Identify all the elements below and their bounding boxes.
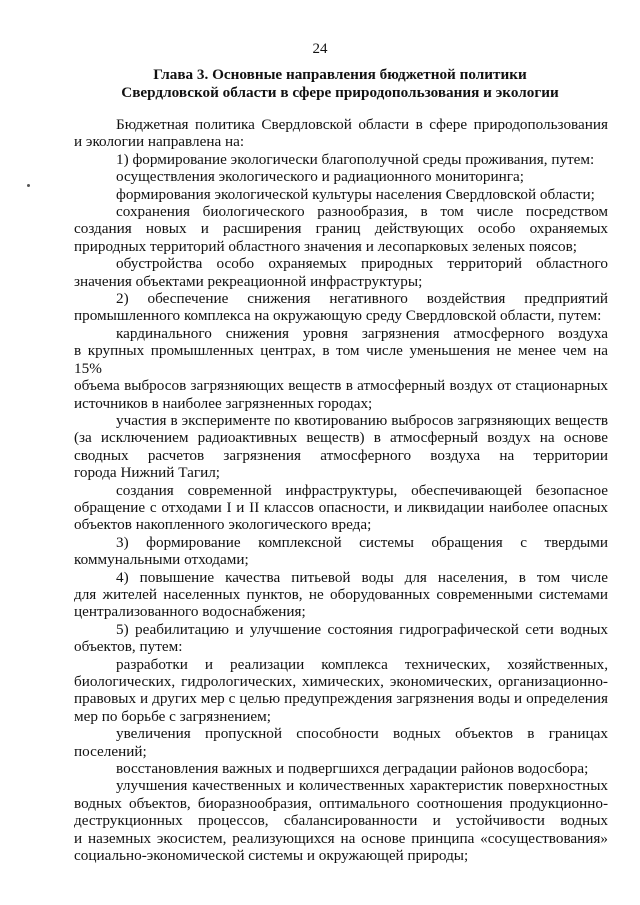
text-line: разработки и реализации комплекса технических, хозяйственных, bbox=[116, 655, 608, 673]
chapter-heading-line-2: Свердловской области в сфере природопользования и экологии bbox=[121, 84, 559, 101]
text-line: города Нижний Тагил; bbox=[74, 464, 221, 482]
text-line: увеличения пропускной способности водных объектов в границах bbox=[116, 725, 608, 743]
text-line: объектов накопленного экологического вреда; bbox=[74, 516, 372, 534]
text-line: улучшения качественных и количественных характеристик поверхностных bbox=[116, 777, 608, 795]
text-line: централизованного водоснабжения; bbox=[74, 603, 306, 621]
text-line: формирования экологической культуры населения Свердловской области; bbox=[116, 185, 595, 203]
scan-speck bbox=[27, 184, 30, 187]
text-line: и экологии направлена на: bbox=[74, 133, 245, 151]
text-line: создания современной инфраструктуры, обеспечивающей безопасное bbox=[116, 481, 608, 499]
text-line: деструкционных процессов, сбалансированности и устойчивости водных bbox=[74, 812, 608, 830]
text-line: природных территорий областного значения и лесопарковых зеленых поясов; bbox=[74, 237, 578, 255]
text-line: участия в эксперименте по квотированию выбросов загрязняющих веществ bbox=[116, 411, 608, 429]
text-line: Бюджетная политика Свердловской области в сфере природопользования bbox=[116, 116, 608, 133]
text-line: социально-экономической системы и окружающей природы; bbox=[74, 847, 469, 865]
text-line: 5) реабилитацию и улучшение состояния гидрографической сети водных bbox=[116, 620, 608, 638]
text-line: значения объектами рекреационной инфраструктуры; bbox=[74, 272, 423, 290]
chapter-heading-line-1: Глава 3. Основные направления бюджетной политики bbox=[153, 66, 527, 83]
text-line: биологических, гидрологических, химических, экономических, организационно- bbox=[74, 673, 608, 690]
text-line: промышленного комплекса на окружающую среду Свердловской области, путем: bbox=[74, 307, 602, 325]
text-line: осуществления экологического и радиационного мониторинга; bbox=[116, 168, 524, 186]
text-line: коммунальными отходами; bbox=[74, 551, 249, 569]
text-line: кардинального снижения уровня загрязнения атмосферного воздуха bbox=[116, 324, 608, 342]
text-line: источников в наиболее загрязненных городах; bbox=[74, 394, 373, 412]
text-line: создания новых и расширения границ действующих особо охраняемых bbox=[74, 220, 608, 238]
text-line: в крупных промышленных центрах, в том числе уменьшения не менее чем на 15% bbox=[74, 342, 608, 377]
body-text bbox=[74, 116, 608, 864]
text-line: 2) обеспечение снижения негативного воздействия предприятий bbox=[116, 290, 608, 308]
text-line: 1) формирование экологически благополучной среды проживания, путем: bbox=[116, 150, 595, 168]
text-line: восстановления важных и подвергшихся деградации районов водосбора; bbox=[116, 760, 589, 778]
text-line: поселений; bbox=[74, 742, 147, 760]
text-line: и наземных экосистем, реализующихся на основе принципа «сосуществования» bbox=[74, 829, 608, 847]
chapter-heading bbox=[70, 66, 610, 102]
text-line: сводных расчетов загрязнения атмосферного воздуха на территории bbox=[74, 446, 608, 464]
text-line: обустройства особо охраняемых природных территорий областного bbox=[116, 255, 608, 273]
text-line: сохранения биологического разнообразия, в том числе посредством bbox=[116, 203, 608, 221]
text-line: для жителей населенных пунктов, не оборудованных современными системами bbox=[74, 585, 608, 603]
text-line: 4) повышение качества питьевой воды для населения, в том числе bbox=[116, 568, 608, 586]
text-line: правовых и других мер с целью предупреждения загрязнения воды и определения bbox=[74, 690, 608, 708]
text-line: водных объектов, биоразнообразия, оптимального соотношения продукционно- bbox=[74, 794, 608, 812]
text-line: обращение с отходами I и II классов опасности, и ликвидации наиболее опасных bbox=[74, 498, 608, 516]
text-line: мер по борьбе с загрязнением; bbox=[74, 707, 271, 725]
page-number: 24 bbox=[312, 41, 328, 57]
text-line: (за исключением радиоактивных веществ) в атмосферный воздух на основе bbox=[74, 429, 608, 447]
text-line: объектов, путем: bbox=[74, 638, 183, 656]
text-line: объема выбросов загрязняющих веществ в атмосферный воздух от стационарных bbox=[74, 377, 608, 395]
text-line: 3) формирование комплексной системы обращения с твердыми bbox=[116, 533, 608, 551]
